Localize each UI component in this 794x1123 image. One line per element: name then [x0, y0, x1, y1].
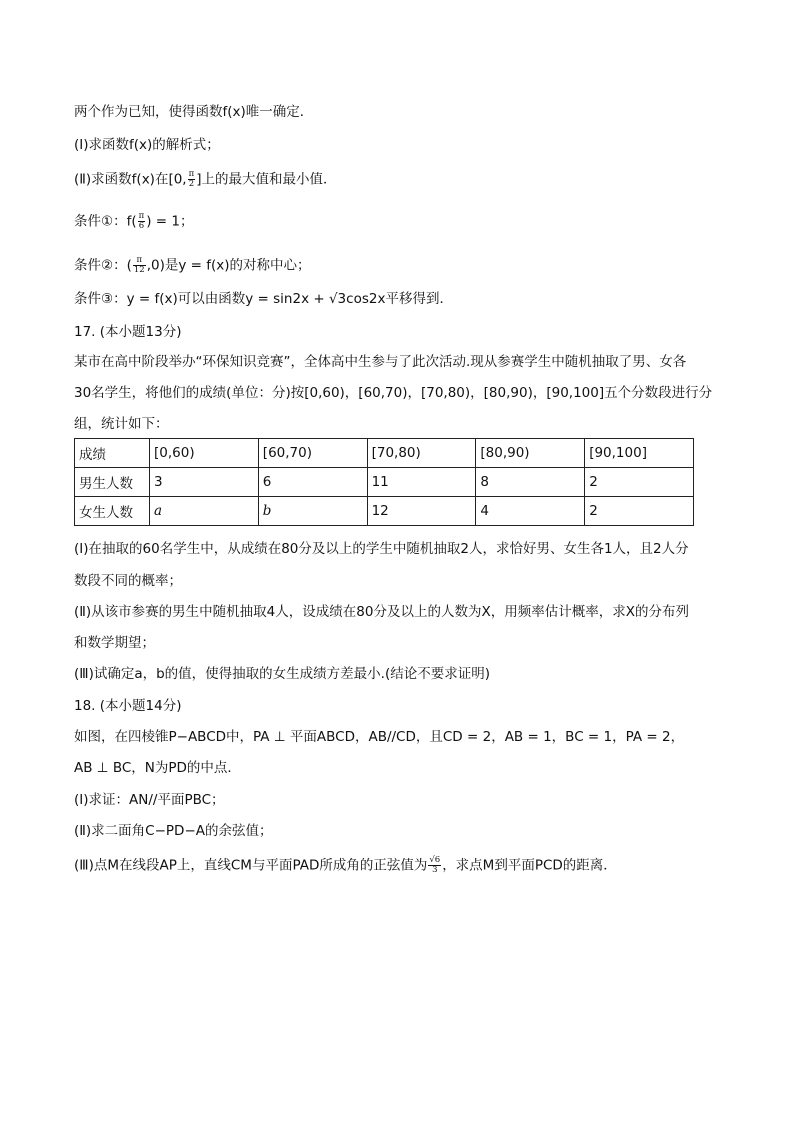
condition-1-text-a: 条件①：f( — [74, 213, 137, 230]
q18-part3 — [74, 856, 617, 875]
table-cell: 8 — [476, 468, 585, 497]
q17-part1-line1: (Ⅰ)在抽取的60名学生中，从成绩在80分及以上的学生中随机抽取2人，求恰好男、女生各1人，且2人分 — [74, 541, 689, 557]
q17-part3: (Ⅲ)试确定a，b的值，使得抽取的女生成绩方差最小.(结论不要求证明) — [74, 666, 491, 682]
q17-body-line1: 某市在高中阶段举办“环保知识竞赛”，全体高中生参与了此次活动.现从参赛学生中随机抽取了男、女各 — [74, 354, 687, 370]
table-cell: 3 — [150, 468, 259, 497]
fraction-denominator: 3 — [432, 865, 438, 875]
table-row — [75, 468, 694, 497]
q17-part2-line1: (Ⅱ)从该市参赛的男生中随机抽取4人，设成绩在80分及以上的人数为X，用频率估计概率，求X的分布列 — [74, 604, 689, 620]
fraction-sqrt6-over-3 — [428, 856, 441, 875]
table-row — [75, 439, 694, 468]
q18-part2: (Ⅱ)求二面角C−PD−A的余弦值； — [74, 823, 273, 839]
condition-2-text-b: ,0)是y = f(x)的对称中心； — [146, 257, 311, 274]
q18-part1: (Ⅰ)求证：AN//平面PBC； — [74, 792, 225, 808]
q16-part2 — [74, 170, 336, 189]
table-cell: 4 — [476, 497, 585, 526]
condition-2 — [74, 256, 311, 275]
q17-body-line3: 组，统计如下： — [74, 416, 169, 432]
fraction-denominator: 6 — [138, 221, 145, 231]
q17-header: 17. (本小题13分) — [74, 324, 182, 340]
fraction-numerator: π — [188, 169, 195, 179]
table-cell: 11 — [367, 468, 476, 497]
intro-text: 两个作为已知，使得函数f(x)唯一确定． — [74, 104, 314, 120]
fraction-denominator: 12 — [133, 265, 145, 275]
table-cell: 6 — [258, 468, 367, 497]
q18-part3-text-a: (Ⅲ)点M在线段AP上，直线CM与平面PAD所成角的正弦值为 — [74, 857, 428, 874]
table-cell: [0,60) — [150, 439, 259, 468]
q18-header: 18. (本小题14分) — [74, 698, 182, 714]
fraction-denominator: 2 — [188, 179, 195, 189]
table-cell: 成绩 — [75, 439, 150, 468]
table-cell: [90,100] — [585, 439, 694, 468]
q18-body-line2: AB ⊥ BC，N为PD的中点． — [74, 760, 241, 776]
fraction-pi-over-2 — [188, 170, 196, 189]
q16-part2-text-a: (Ⅱ)求函数f(x)在[0, — [74, 171, 187, 188]
table-cell: 男生人数 — [75, 468, 150, 497]
q18-part3-text-b: ，求点M到平面PCD的距离． — [442, 857, 617, 874]
condition-3: 条件③：y = f(x)可以由函数y = sin2x + √3cos2x平移得到． — [74, 291, 453, 307]
fraction-numerator: √6 — [429, 855, 441, 865]
table-cell: 2 — [585, 497, 694, 526]
q16-part1: (Ⅰ)求函数f(x)的解析式； — [74, 137, 220, 153]
table-row — [75, 497, 694, 526]
score-table — [74, 438, 694, 526]
table-cell: 12 — [367, 497, 476, 526]
fraction-pi-over-6 — [138, 212, 146, 231]
condition-1 — [74, 212, 193, 231]
q17-part1-line2: 数段不同的概率； — [74, 573, 182, 589]
fraction-numerator: π — [133, 256, 146, 266]
q17-body-line2: 30名学生，将他们的成绩(单位：分)按[0,60)，[60,70)，[70,80)，[80,90)，[90,100]五个分数段进行分 — [74, 385, 713, 401]
table-cell: a — [150, 497, 259, 526]
fraction-numerator: π — [138, 211, 145, 221]
q16-part2-text-b: ]上的最大值和最小值． — [196, 171, 337, 188]
table-cell: 2 — [585, 468, 694, 497]
condition-1-text-b: ) = 1； — [146, 213, 194, 230]
q17-part2-line2: 和数学期望； — [74, 635, 155, 651]
table-cell: b — [258, 497, 367, 526]
table-cell: [60,70) — [258, 439, 367, 468]
table-cell: 女生人数 — [75, 497, 150, 526]
q18-body-line1: 如图，在四棱锥P−ABCD中，PA ⊥ 平面ABCD，AB//CD，且CD = 2，AB = 1，BC = 1，PA = 2， — [74, 729, 685, 745]
condition-2-text-a: 条件②：( — [74, 257, 132, 274]
table-cell: [80,90) — [476, 439, 585, 468]
table-cell: [70,80) — [367, 439, 476, 468]
fraction-pi-over-12 — [133, 256, 146, 275]
